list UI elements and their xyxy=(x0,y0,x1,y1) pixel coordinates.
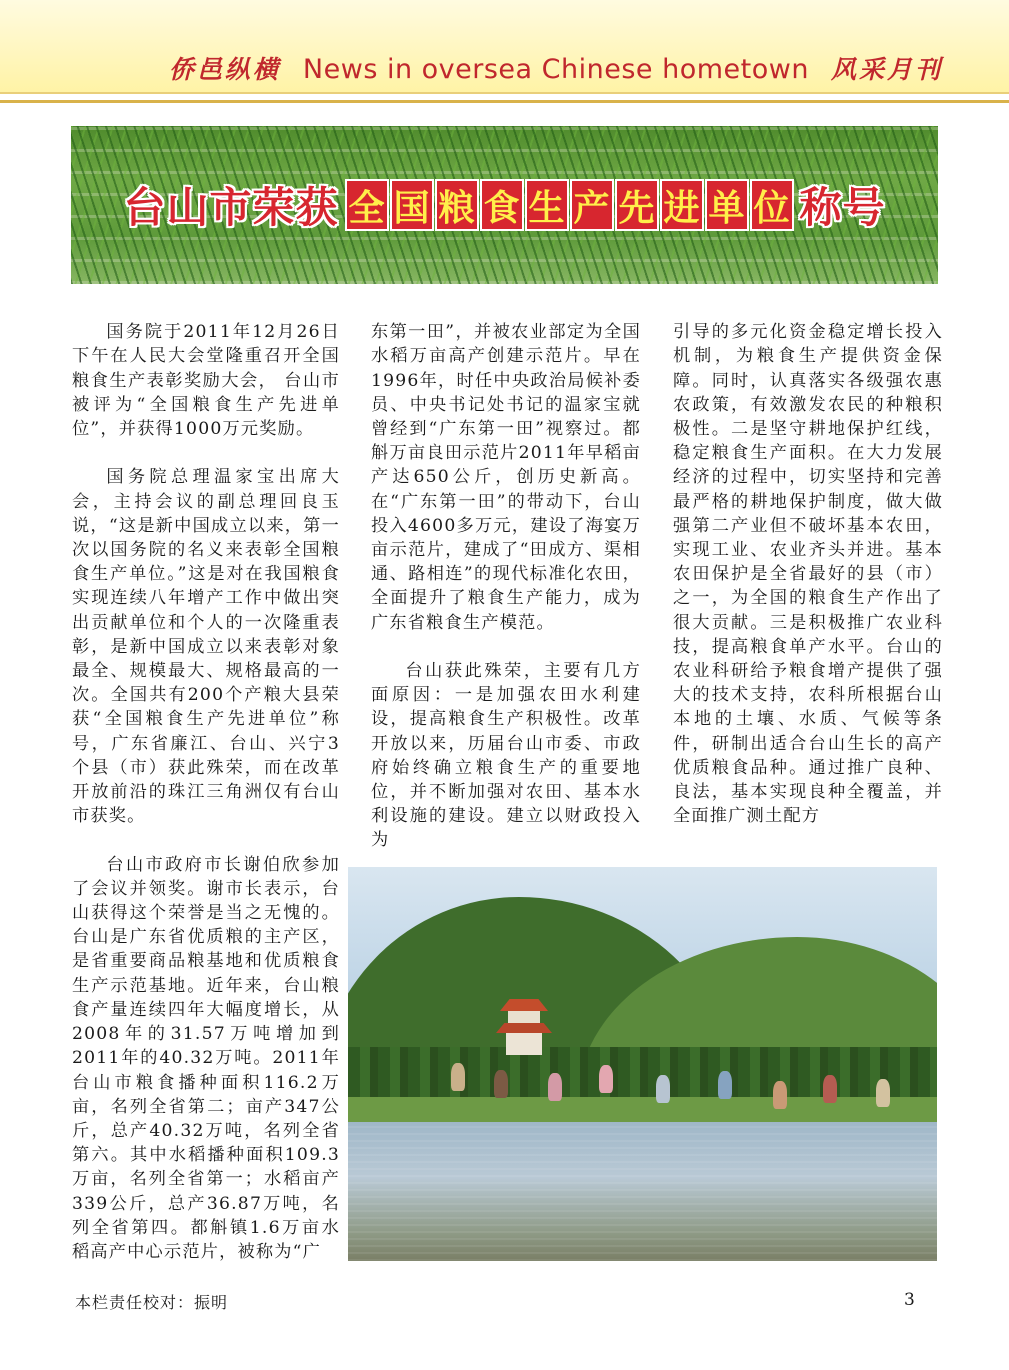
farmer-figure xyxy=(494,1070,508,1098)
title-highlight-char: 食 xyxy=(480,179,524,231)
header-divider xyxy=(0,100,1009,103)
farmer-figure xyxy=(876,1079,890,1107)
rice-planting-photo xyxy=(348,867,937,1261)
paragraph-continued: 引导的多元化资金稳定增长投入机制，为粮食生产提供资金保障。同时，认真落实各级强农惠农政策，有效激发农民的种粮积极性。二是坚守耕地保护红线，稳定粮食生产面积。在大力发展经济的过程中，切实坚持和完善最严格的耕地保护制度，做大做强第二产业但不破坏基本农田，实现工业、农业齐头并进。基本农田保护是全省最好的县（市）之一，为全国的粮食生产作出了很大贡献。三是积极推广农业科技，提高粮食单产水平。台山的农业科研给予粮食增产提供了强大的技术支持，农科所根据台山本地的土壤、水质、气候等条件，研制出适合台山生长的高产优质粮食品种。通过推广良种、良法，基本实现良种全覆盖，并全面推广测土配方 xyxy=(673,322,943,827)
farmer-figure xyxy=(823,1075,837,1103)
title-highlight-char: 先 xyxy=(615,179,659,231)
proofreader-credit: 本栏责任校对：振明 xyxy=(75,1293,229,1312)
farmer-figure xyxy=(718,1071,732,1099)
magazine-name: 风采月刊 xyxy=(830,55,943,84)
header-divider-thin xyxy=(0,92,1009,94)
title-highlight-char: 位 xyxy=(750,179,794,231)
title-highlight-char: 国 xyxy=(390,179,434,231)
paragraph-continued: 东第一田”，并被农业部定为全国水稻万亩高产创建示范片。早在1996年，时任中央政治局候补委员、中央书记处书记的温家宝就曾经到“广东第一田”视察过。都斛万亩良田示范片2011年早稻亩产达650公斤，创历史新高。在“广东第一田”的带动下，台山投入4600多万元，建设了海宴万亩示范片，建成了“田成方、渠相通、路相连”的现代标准化农田，全面提升了粮食生产能力，成为广东省粮食生产模范。 xyxy=(371,322,641,633)
title-highlight-char: 单 xyxy=(705,179,749,231)
farmer-figure xyxy=(548,1073,562,1101)
article-column-1 xyxy=(72,296,340,1288)
paragraph: 国务院于2011年12月26日下午在人民大会堂隆重召开全国粮食生产表彰奖励大会， 台山市被评为“全国粮食生产先进单位”，并获得1000万元奖励。 xyxy=(72,322,340,440)
title-highlight-char: 生 xyxy=(525,179,569,231)
section-name-cn: 侨邑纵横 xyxy=(168,55,281,84)
title-highlight-char: 全 xyxy=(345,179,389,231)
title-prefix: 台山市荣获 xyxy=(123,183,339,232)
pagoda-building xyxy=(500,999,548,1055)
paragraph: 台山市政府市长谢伯欣参加了会议并领奖。谢市长表示，台山获得这个荣誉是当之无愧的。台山是广东省优质粮的主产区，是省重要商品粮基地和优质粮食生产示范基地。近年来，台山粮食产量连续四年大幅度增长，从2008年的31.57万吨增加到2011年的40.32万吨。2011年台山市粮食播种面积116.2万亩，名列全省第二；亩产347公斤，总产40.32万吨，名列全省第六。其中水稻播种面积109.3万亩，名列全省第一；水稻亩产339公斤，总产36.87万吨，名列全省第四。都斛镇1.6万亩水稻高产中心示范片，被称为“广 xyxy=(72,854,340,1262)
section-name-en: News in oversea Chinese hometown xyxy=(302,54,809,85)
page-number: 3 xyxy=(904,1290,915,1310)
paddy-water xyxy=(348,1122,937,1261)
title-highlight-char: 进 xyxy=(660,179,704,231)
paragraph: 国务院总理温家宝出席大会，主持会议的副总理回良玉说，“这是新中国成立以来，第一次以国务院的名义来表彰全国粮食生产单位。”这是对在我国粮食实现连续八年增产工作中做出突出贡献单位和个人的一次隆重表彰，是新中国成立以来表彰对象最全、规模最大、规格最高的一次。全国共有200个产粮大县荣获“全国粮食生产先进单位”称号，广东省廉江、台山、兴宁3个县（市）获此殊荣，而在改革开放前沿的珠江三角洲仅有台山市获奖。 xyxy=(72,467,340,827)
farmer-figure xyxy=(773,1081,787,1109)
rice-field-banner xyxy=(71,126,938,284)
article-column-2 xyxy=(371,296,641,877)
farmer-figure xyxy=(451,1063,465,1091)
farmer-figure xyxy=(599,1065,613,1093)
farmer-figure xyxy=(656,1075,670,1103)
title-highlight-char: 粮 xyxy=(435,179,479,231)
title-highlight-char: 产 xyxy=(570,179,614,231)
title-highlight-boxes xyxy=(345,179,794,231)
article-column-3 xyxy=(673,296,943,853)
article-title xyxy=(71,170,938,240)
paragraph: 台山获此殊荣，主要有几方面原因：一是加强农田水利建设，提高粮食生产积极性。改革开放以来，历届台山市委、市政府始终确立粮食生产的重要地位，并不断加强对农田、基本水利设施的建设。建立以财政投入为 xyxy=(371,661,641,851)
running-header xyxy=(169,50,943,86)
title-suffix: 称号 xyxy=(799,183,886,232)
